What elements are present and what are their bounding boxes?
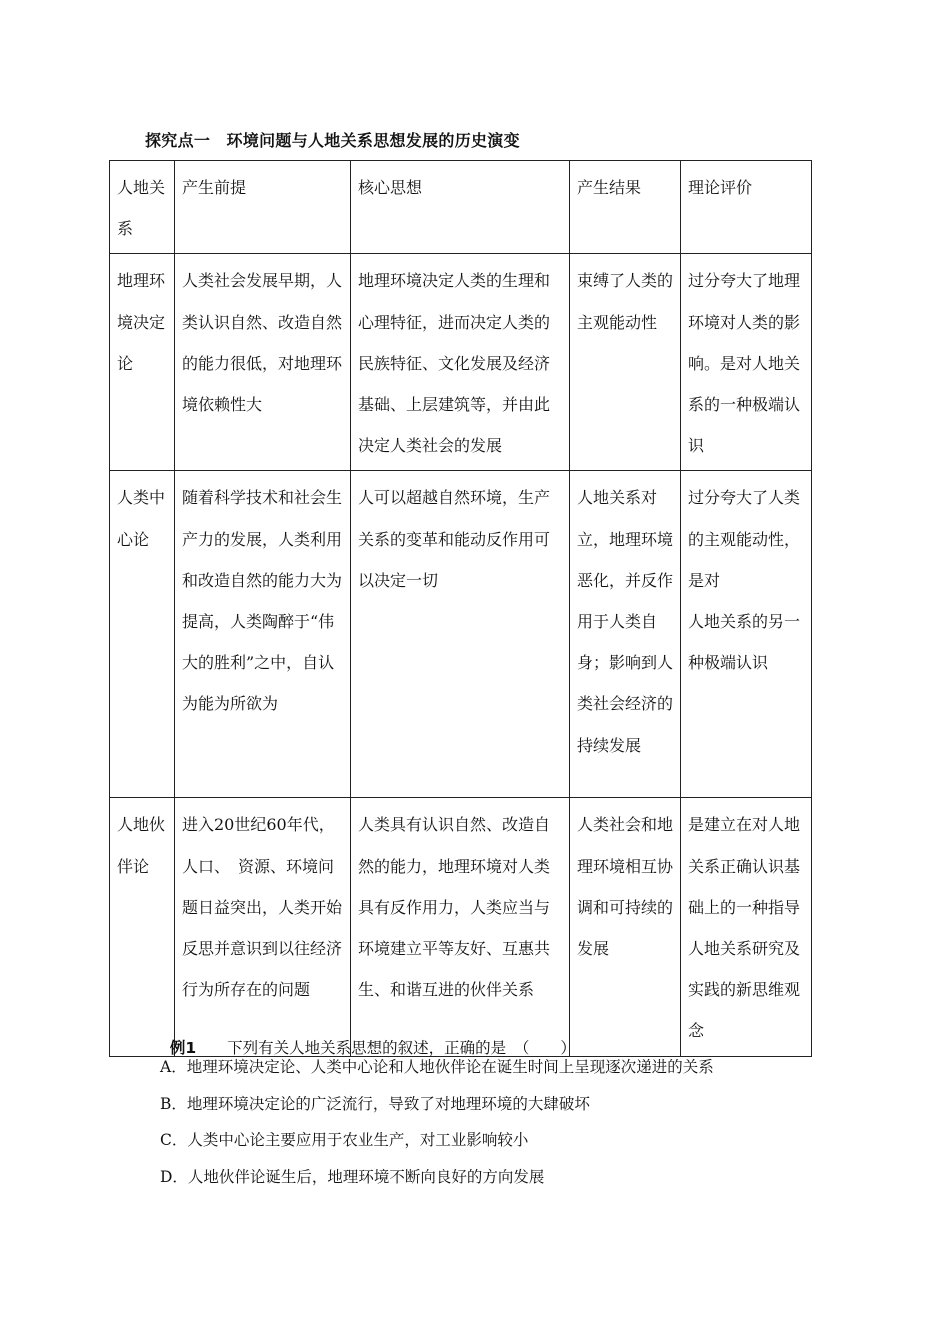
table-cell [175, 471, 351, 798]
relationship-table [109, 160, 812, 1057]
cell-text: 人类社会和地理环境相互协调和可持续的发展 [577, 815, 674, 959]
header-text: 理论评价 [688, 178, 753, 197]
table-row [110, 471, 812, 798]
table-cell [570, 254, 681, 471]
cell-text: 地理环境决定人类的生理和心理特征，进而决定人类的民族特征、文化发展及经济基础、上层建筑等，并由此决定人类社会的发展 [358, 271, 551, 456]
cell-text: 束缚了人类的主观能动性 [577, 271, 674, 332]
cell-text: 地理环境决定论 [117, 271, 166, 373]
example-question [160, 1018, 576, 1058]
table-cell [570, 798, 681, 1056]
cell-text: 人类社会发展早期，人类认识自然、改造自然的能力很低，对地理环境依赖性大 [182, 271, 343, 415]
cell-text: 人类中心论 [117, 488, 166, 549]
header-cell [175, 161, 351, 254]
header-cell [681, 161, 812, 254]
header-text: 产生前提 [182, 178, 247, 197]
table-cell [681, 471, 812, 798]
option-b: B．地理环境决定论的广泛流行，导致了对地理环境的大肆破坏 [160, 1095, 590, 1113]
cell-text: 人地关系对立，地理环境恶化，并反作用于人类自身；影响到人类社会经济的持续发展 [577, 488, 674, 755]
option-a: A．地理环境决定论、人类中心论和人地伙伴论在诞生时间上呈现逐次递进的关系 [160, 1058, 714, 1076]
table-cell [351, 471, 570, 798]
table-cell [681, 254, 812, 471]
section-heading: 探究点一 环境问题与人地关系思想发展的历史演变 [145, 131, 520, 150]
cell-text: 进入20世纪60年代，人口、 资源、环境问题日益突出，人类开始反思并意识到以往经济行为所存在的问题 [182, 815, 343, 1000]
option-c: C．人类中心论主要应用于农业生产，对工业影响较小 [160, 1131, 529, 1149]
cell-text: 是建立在对人地关系正确认识基础上的一种指导人地关系研究及实践的新思维观念 [688, 815, 801, 1041]
cell-text: 人类具有认识自然、改造自然的能力，地理环境对人类具有反作用力，人类应当与环境建立平等友好、互惠共生、和谐互进的伙伴关系 [358, 815, 551, 1000]
question-text: 下列有关人地关系思想的叙述，正确的是 （ ） [196, 1039, 576, 1057]
cell-text: 随着科学技术和社会生产力的发展，人类利用和改造自然的能力大为提高，人类陶醉于“伟大的胜利”之中，自认为能为所欲为 [182, 488, 343, 714]
option-d: D．人地伙伴论诞生后，地理环境不断向良好的方向发展 [160, 1168, 545, 1186]
table-cell [110, 254, 175, 471]
table-cell [175, 254, 351, 471]
header-text: 产生结果 [577, 178, 642, 197]
table-cell [681, 798, 812, 1056]
header-text: 核心思想 [358, 178, 423, 197]
cell-text: 人地伙伴论 [117, 815, 166, 876]
table-cell [110, 471, 175, 798]
cell-text: 过分夸大了地理环境对人类的影响。是对人地关系的一种极端认识 [688, 271, 801, 456]
table-header-row [110, 161, 812, 254]
header-text: 人地关系 [117, 178, 166, 239]
example-label: 例1 [169, 1039, 197, 1057]
cell-text: 人可以超越自然环境，生产关系的变革和能动反作用可以决定一切 [358, 488, 551, 590]
table-cell [570, 471, 681, 798]
header-cell [351, 161, 570, 254]
cell-text: 过分夸大了人类的主观能动性，是对 人地关系的另一种极端认识 [688, 488, 801, 673]
header-cell [570, 161, 681, 254]
header-cell [110, 161, 175, 254]
table-cell [351, 254, 570, 471]
table-row [110, 254, 812, 471]
